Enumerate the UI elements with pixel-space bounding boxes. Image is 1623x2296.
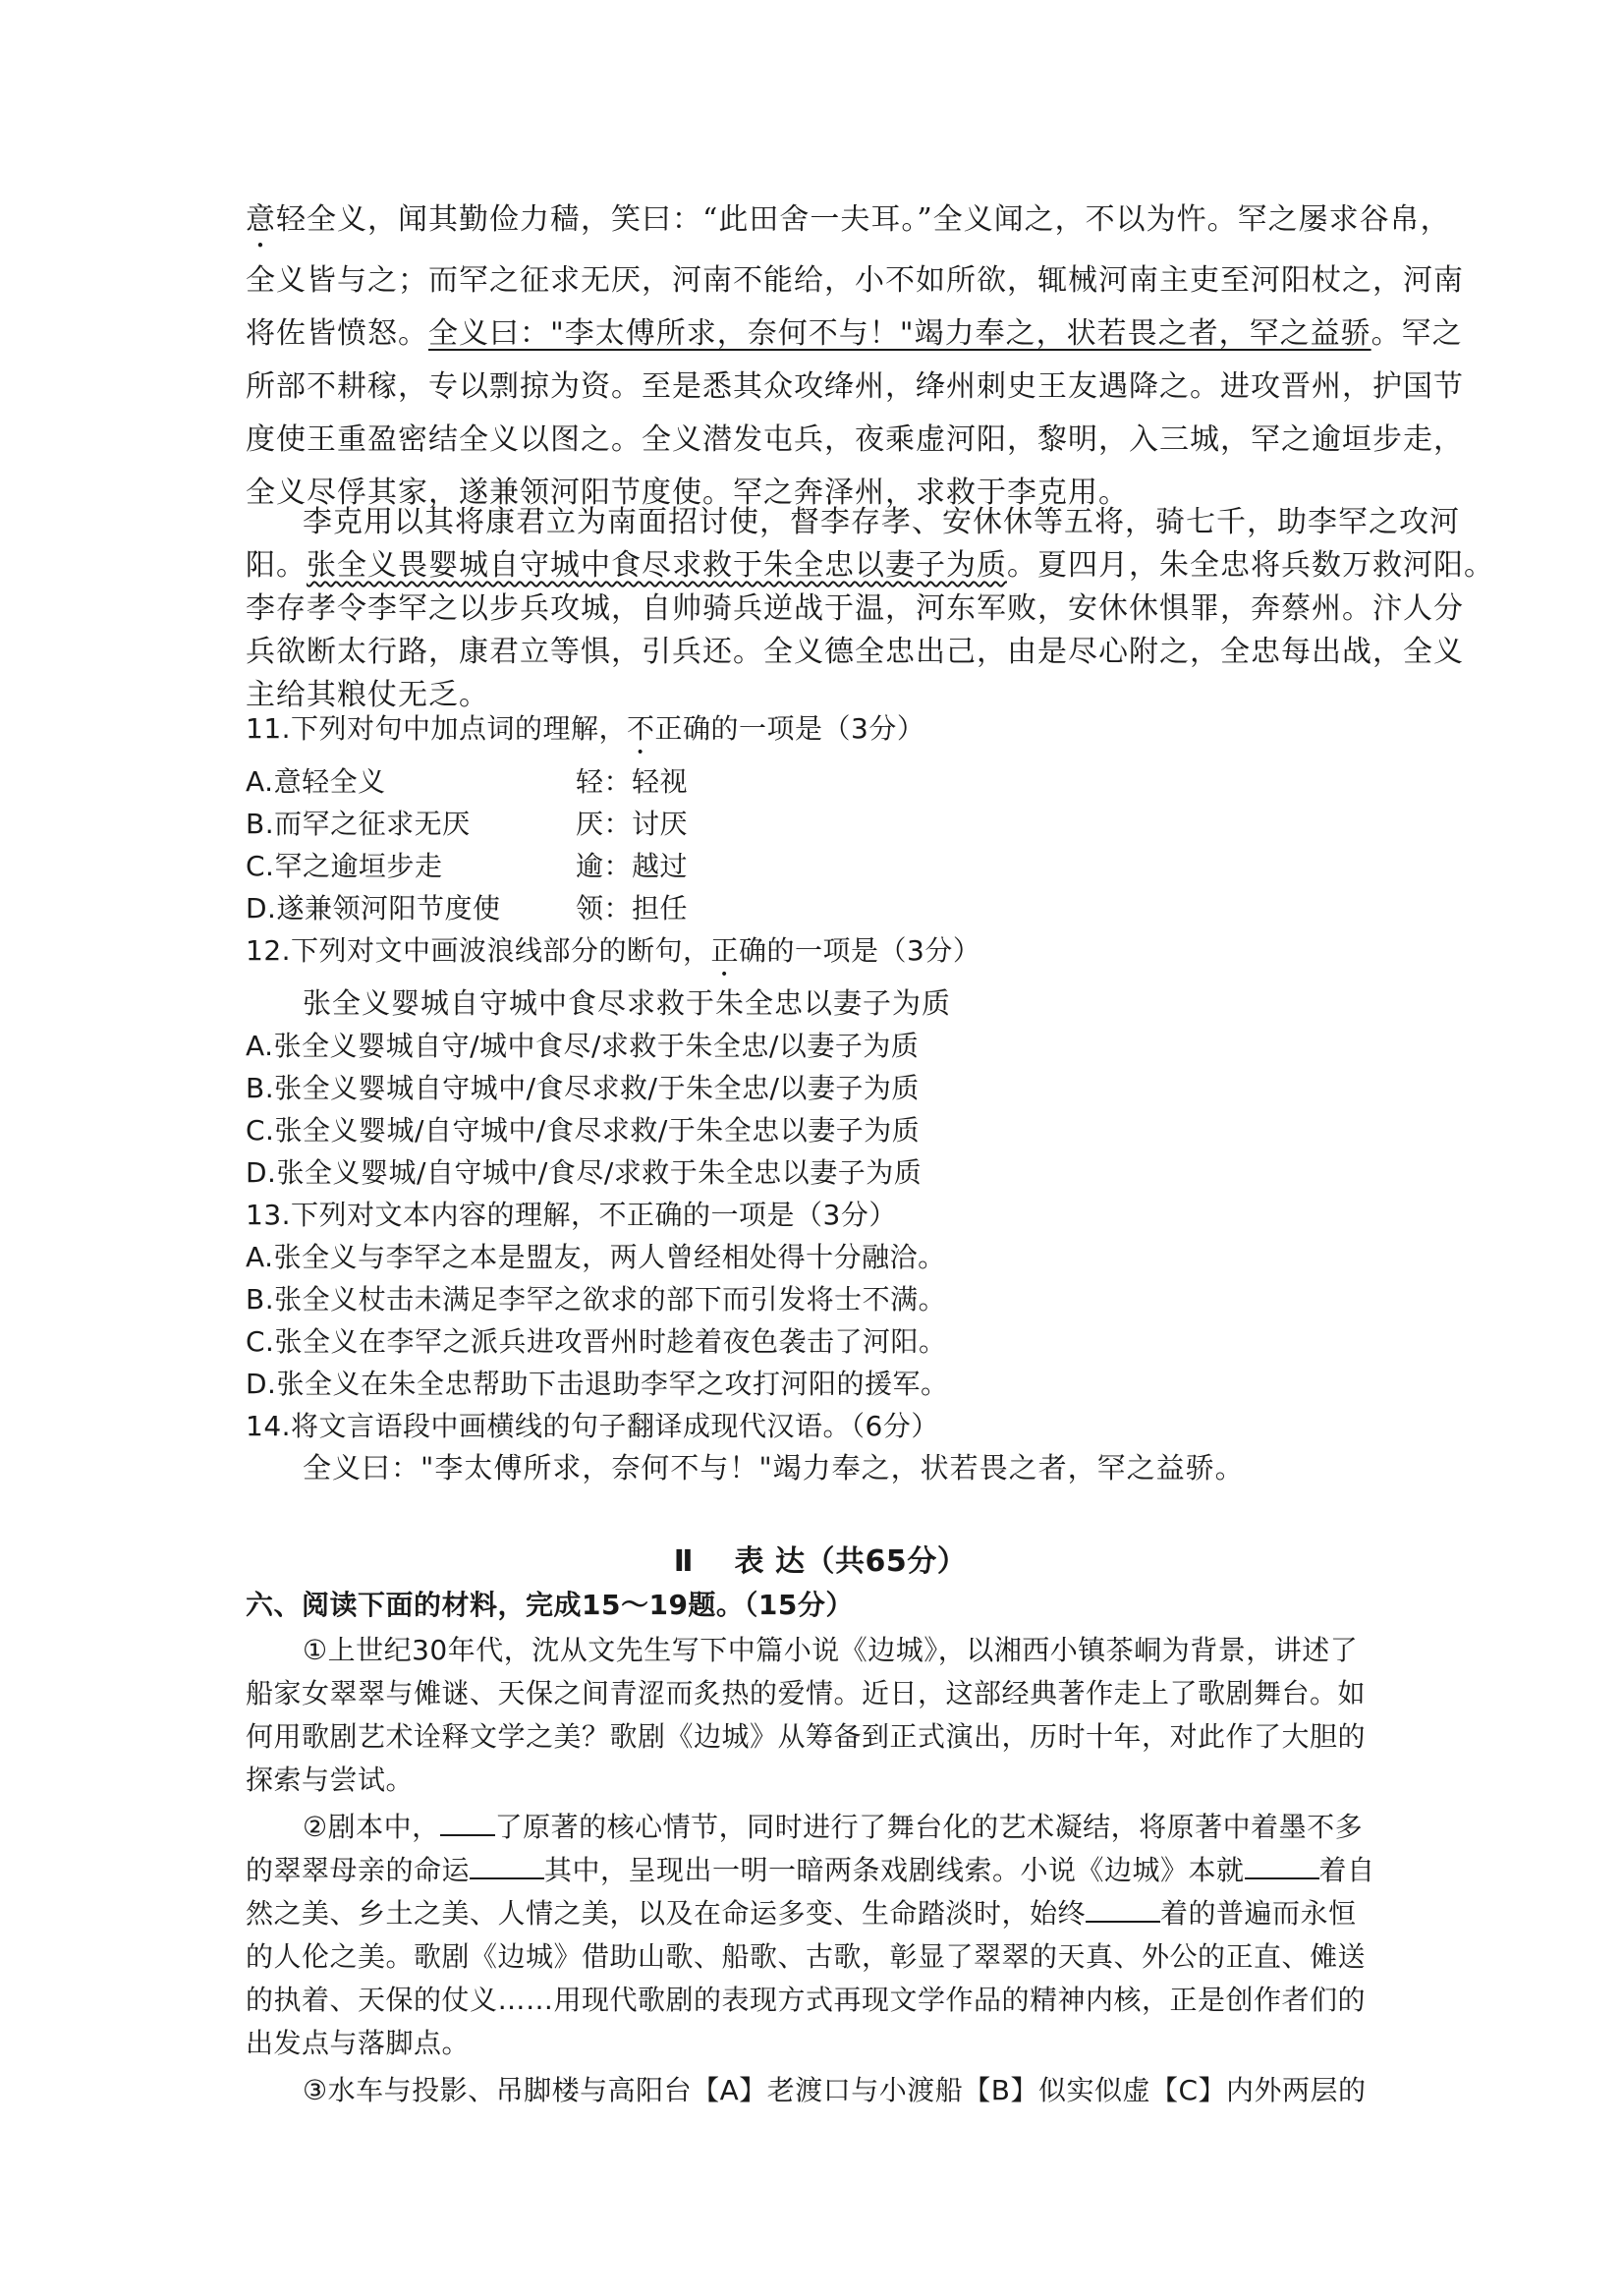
- question-14-sentence: 全义曰："李太傅所求，奈何不与！"竭力奉之，状若畏之者，罕之益骄。: [303, 1451, 1245, 1484]
- passage-line: 全义皆与之；而罕之征求无厌，河南不能给，小不如所欲，辄械河南主吏至河阳杖之，河南: [246, 263, 1464, 298]
- q13-option-c: C.张全义在李罕之派兵进攻晋州时趁着夜色袭击了河阳。: [246, 1325, 947, 1358]
- material-line: 出发点与落脚点。: [246, 2027, 471, 2059]
- question-11-stem: 11.下列对句中加点词的理解，不正确的一项是（3分）: [246, 712, 925, 745]
- material-line: 的人伦之美。歌剧《边城》借助山歌、船歌、古歌，彰显了翠翠的天真、外公的正直、傩送: [246, 1940, 1367, 1973]
- section-title: Ⅱ 表 达（共65分）: [673, 1544, 968, 1579]
- material-line: 探索与尝试。: [246, 1764, 415, 1796]
- underlined-sentence: 全义曰："李太傅所求，奈何不与！"竭力奉之，状若畏之者，罕之益骄: [428, 316, 1371, 351]
- q12-option-d: D.张全义婴城/自守城中/食尽/求救于朱全忠以妻子为质: [246, 1156, 923, 1189]
- passage-line: 李存孝令李罕之以步兵攻城，自帅骑兵逆战于温，河东军败，安休休惧罪，奔蔡州。汴人分: [246, 591, 1464, 626]
- blank-4[interactable]: [1086, 1895, 1160, 1923]
- q12-option-c: C.张全义婴城/自守城中/食尽求救/于朱全忠以妻子为质: [246, 1114, 921, 1147]
- blank-2[interactable]: [470, 1852, 544, 1879]
- material-line: 何用歌剧艺术诠释文学之美？歌剧《边城》从筹备到正式演出，历时十年，对此作了大胆的: [246, 1720, 1367, 1753]
- passage-line: 全义尽俘其家，遂兼领河阳节度使。罕之奔泽州，求救于李克用。: [246, 476, 1129, 510]
- q12-option-b: B.张全义婴城自守城中/食尽求救/于朱全忠/以妻子为质: [246, 1072, 920, 1104]
- blank-1[interactable]: [440, 1809, 495, 1836]
- passage-line: 将佐皆愤怒。全义曰："李太傅所求，奈何不与！"竭力奉之，状若畏之者，罕之益骄。罕之: [246, 316, 1463, 351]
- wavy-underlined-sentence: 张全义畏婴城自守城中食尽求救于朱全忠以妻子为质: [307, 548, 1007, 583]
- material-paragraph-2: [246, 1806, 1395, 2065]
- passage-line: 意轻全义，闻其勤俭力穑，笑曰：“此田舍一夫耳。”全义闻之，不以为忤。罕之屡求谷帛，: [246, 202, 1451, 237]
- q12-option-a: A.张全义婴城自守/城中食尽/求救于朱全忠/以妻子为质: [246, 1030, 920, 1062]
- q11-option-b: B.而罕之征求无厌 厌：讨厌: [246, 808, 689, 840]
- material-line: 的执着、天保的仗义……用现代歌剧的表现方式再现文学作品的精神内核，正是创作者们的: [246, 1984, 1367, 2016]
- question-12-stem: 12.下列对文中画波浪线部分的断句，正确的一项是（3分）: [246, 934, 981, 967]
- material-line: ③水车与投影、吊脚楼与高阳台【A】老渡口与小渡船【B】似实似虚【C】内外两层的: [303, 2074, 1367, 2106]
- question-14-stem: 14.将文言语段中画横线的句子翻译成现代汉语。（6分）: [246, 1410, 939, 1442]
- q11-option-d: D.遂兼领河阳节度使 领：担任: [246, 892, 689, 924]
- material-line: 船家女翠翠与傩谜、天保之间青涩而炙热的爱情。近日，这部经典著作走上了歌剧舞台。如: [246, 1677, 1367, 1709]
- passage-line: 李克用以其将康君立为南面招讨使，督李存孝、安休休等五将，骑七千，助李罕之攻河: [303, 505, 1460, 539]
- material-line: 的翠翠母亲的命运 其中，呈现出一明一暗两条戏剧线索。小说《边城》本就 着自: [246, 1854, 1375, 1886]
- material-paragraph-1: [246, 1629, 1395, 1802]
- material-line: ②剧本中， 了原著的核心情节，同时进行了舞台化的艺术凝结，将原著中着墨不多: [303, 1811, 1364, 1843]
- material-paragraph-3: [246, 2069, 1395, 2112]
- passage-line: 兵欲断太行路，康君立等惧，引兵还。全义德全忠出己，由是尽心附之，全忠每出战，全义: [246, 635, 1464, 669]
- q13-option-a: A.张全义与李罕之本是盟友，两人曾经相处得十分融洽。: [246, 1241, 946, 1273]
- q11-option-c: C.罕之逾垣步走 逾：越过: [246, 850, 689, 882]
- passage-line: 度使王重盈密结全义以图之。全义潜发屯兵，夜乘虚河阳，黎明，入三城，罕之逾垣步走，: [246, 422, 1464, 457]
- material-line: 然之美、乡土之美、人情之美，以及在命运多变、生命踏淡时，始终 着的普遍而永恒: [246, 1897, 1357, 1930]
- q13-option-d: D.张全义在朱全忠帮助下击退助李罕之攻打河阳的援军。: [246, 1368, 949, 1400]
- question-12-sentence: 张全义婴城自守城中食尽求救于朱全忠以妻子为质: [303, 986, 952, 1020]
- q13-option-b: B.张全义杖击未满足李罕之欲求的部下而引发将士不满。: [246, 1283, 947, 1316]
- blank-3[interactable]: [1245, 1852, 1319, 1879]
- q11-option-a: A.意轻全义 轻：轻视: [246, 765, 689, 798]
- passage-line: 所部不耕稼，专以剽掠为资。至是悉其众攻绛州，绛州刺史王友遇降之。进攻晋州，护国节: [246, 369, 1464, 404]
- passage-line: 主给其粮仗无乏。: [246, 678, 489, 712]
- passage-line: 阳。张全义畏婴城自守城中食尽求救于朱全忠以妻子为质。夏四月，朱全忠将兵数万救河阳。: [246, 548, 1494, 583]
- material-line: ①上世纪30年代，沈从文先生写下中篇小说《边城》，以湘西小镇茶峒为背景，讲述了: [303, 1634, 1359, 1666]
- passage-paragraph-2: [246, 501, 1494, 717]
- questions-block: [246, 707, 1395, 1489]
- section-2: [246, 1540, 1395, 1627]
- question-13-stem: 13.下列对文本内容的理解，不正确的一项是（3分）: [246, 1199, 897, 1231]
- passage-paragraph-1: [246, 194, 1464, 520]
- section-heading: 六、阅读下面的材料，完成15～19题。（15分）: [246, 1589, 854, 1621]
